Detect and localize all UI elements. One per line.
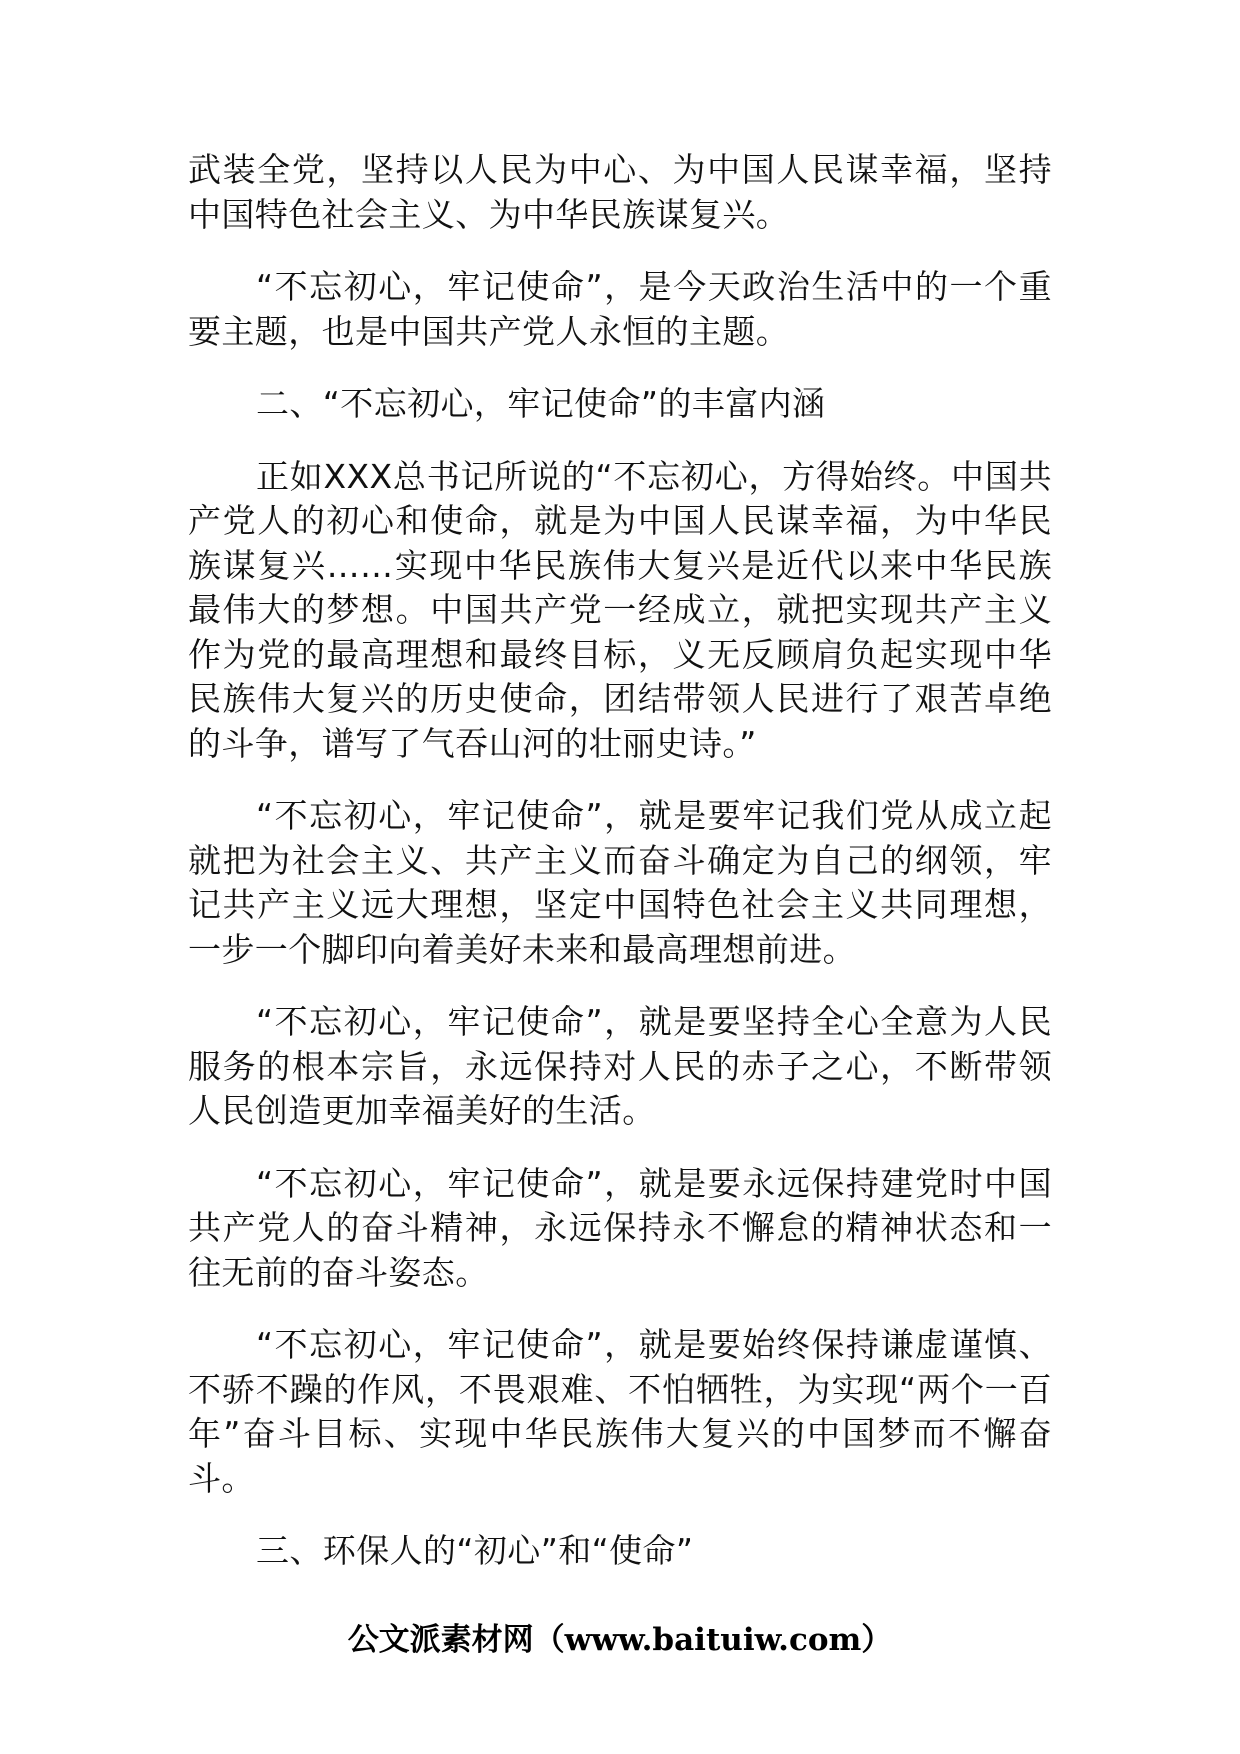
paragraph-quote: 正如XXX总书记所说的“不忘初心，方得始终。中国共产党人的初心和使命，就是为中国人民谋幸福，为中华民族谋复兴……实现中华民族伟大复兴是近代以来中华民族最伟大的梦想。中国共产党一经成立，就把实现共产主义作为党的最高理想和最终目标，义无反顾肩负起实现中华民族伟大复兴的历史使命，团结带领人民进行了艰苦卓绝的斗争，谱写了气吞山河的壮丽史诗。” (188, 456, 1052, 763)
document-body (188, 148, 1052, 1602)
paragraph-2: “不忘初心，牢记使命”，是今天政治生活中的一个重要主题，也是中国共产党人永恒的主题。 (188, 267, 1052, 351)
section-heading-2: 二、“不忘初心，牢记使命”的丰富内涵 (256, 384, 826, 423)
paragraph-4: “不忘初心，牢记使命”，就是要牢记我们党从成立起就把为社会主义、共产主义而奋斗确定为自己的纲领，牢记共产主义远大理想，坚定中国特色社会主义共同理想，一步一个脚印向着美好未来和最高理想前进。 (188, 796, 1052, 969)
footer-watermark: 公文派素材网（www.baituiw.com） (347, 1622, 893, 1658)
paragraph-6: “不忘初心，牢记使命”，就是要永远保持建党时中国共产党人的奋斗精神，永远保持永不懈怠的精神状态和一往无前的奋斗姿态。 (188, 1163, 1052, 1292)
paragraph-7: “不忘初心，牢记使命”，就是要始终保持谦虚谨慎、不骄不躁的作风，不畏艰难、不怕牺牲，为实现“两个一百年”奋斗目标、实现中华民族伟大复兴的中国梦而不懈奋斗。 (188, 1325, 1052, 1498)
paragraph-5: “不忘初心，牢记使命”，就是要坚持全心全意为人民服务的根本宗旨，永远保持对人民的赤子之心，不断带领人民创造更加幸福美好的生活。 (188, 1002, 1052, 1130)
paragraph-1: 武装全党，坚持以人民为中心、为中国人民谋幸福，坚持中国特色社会主义、为中华民族谋复兴。 (188, 150, 1052, 234)
section-heading-3: 三、环保人的“初心”和“使命” (256, 1531, 694, 1570)
